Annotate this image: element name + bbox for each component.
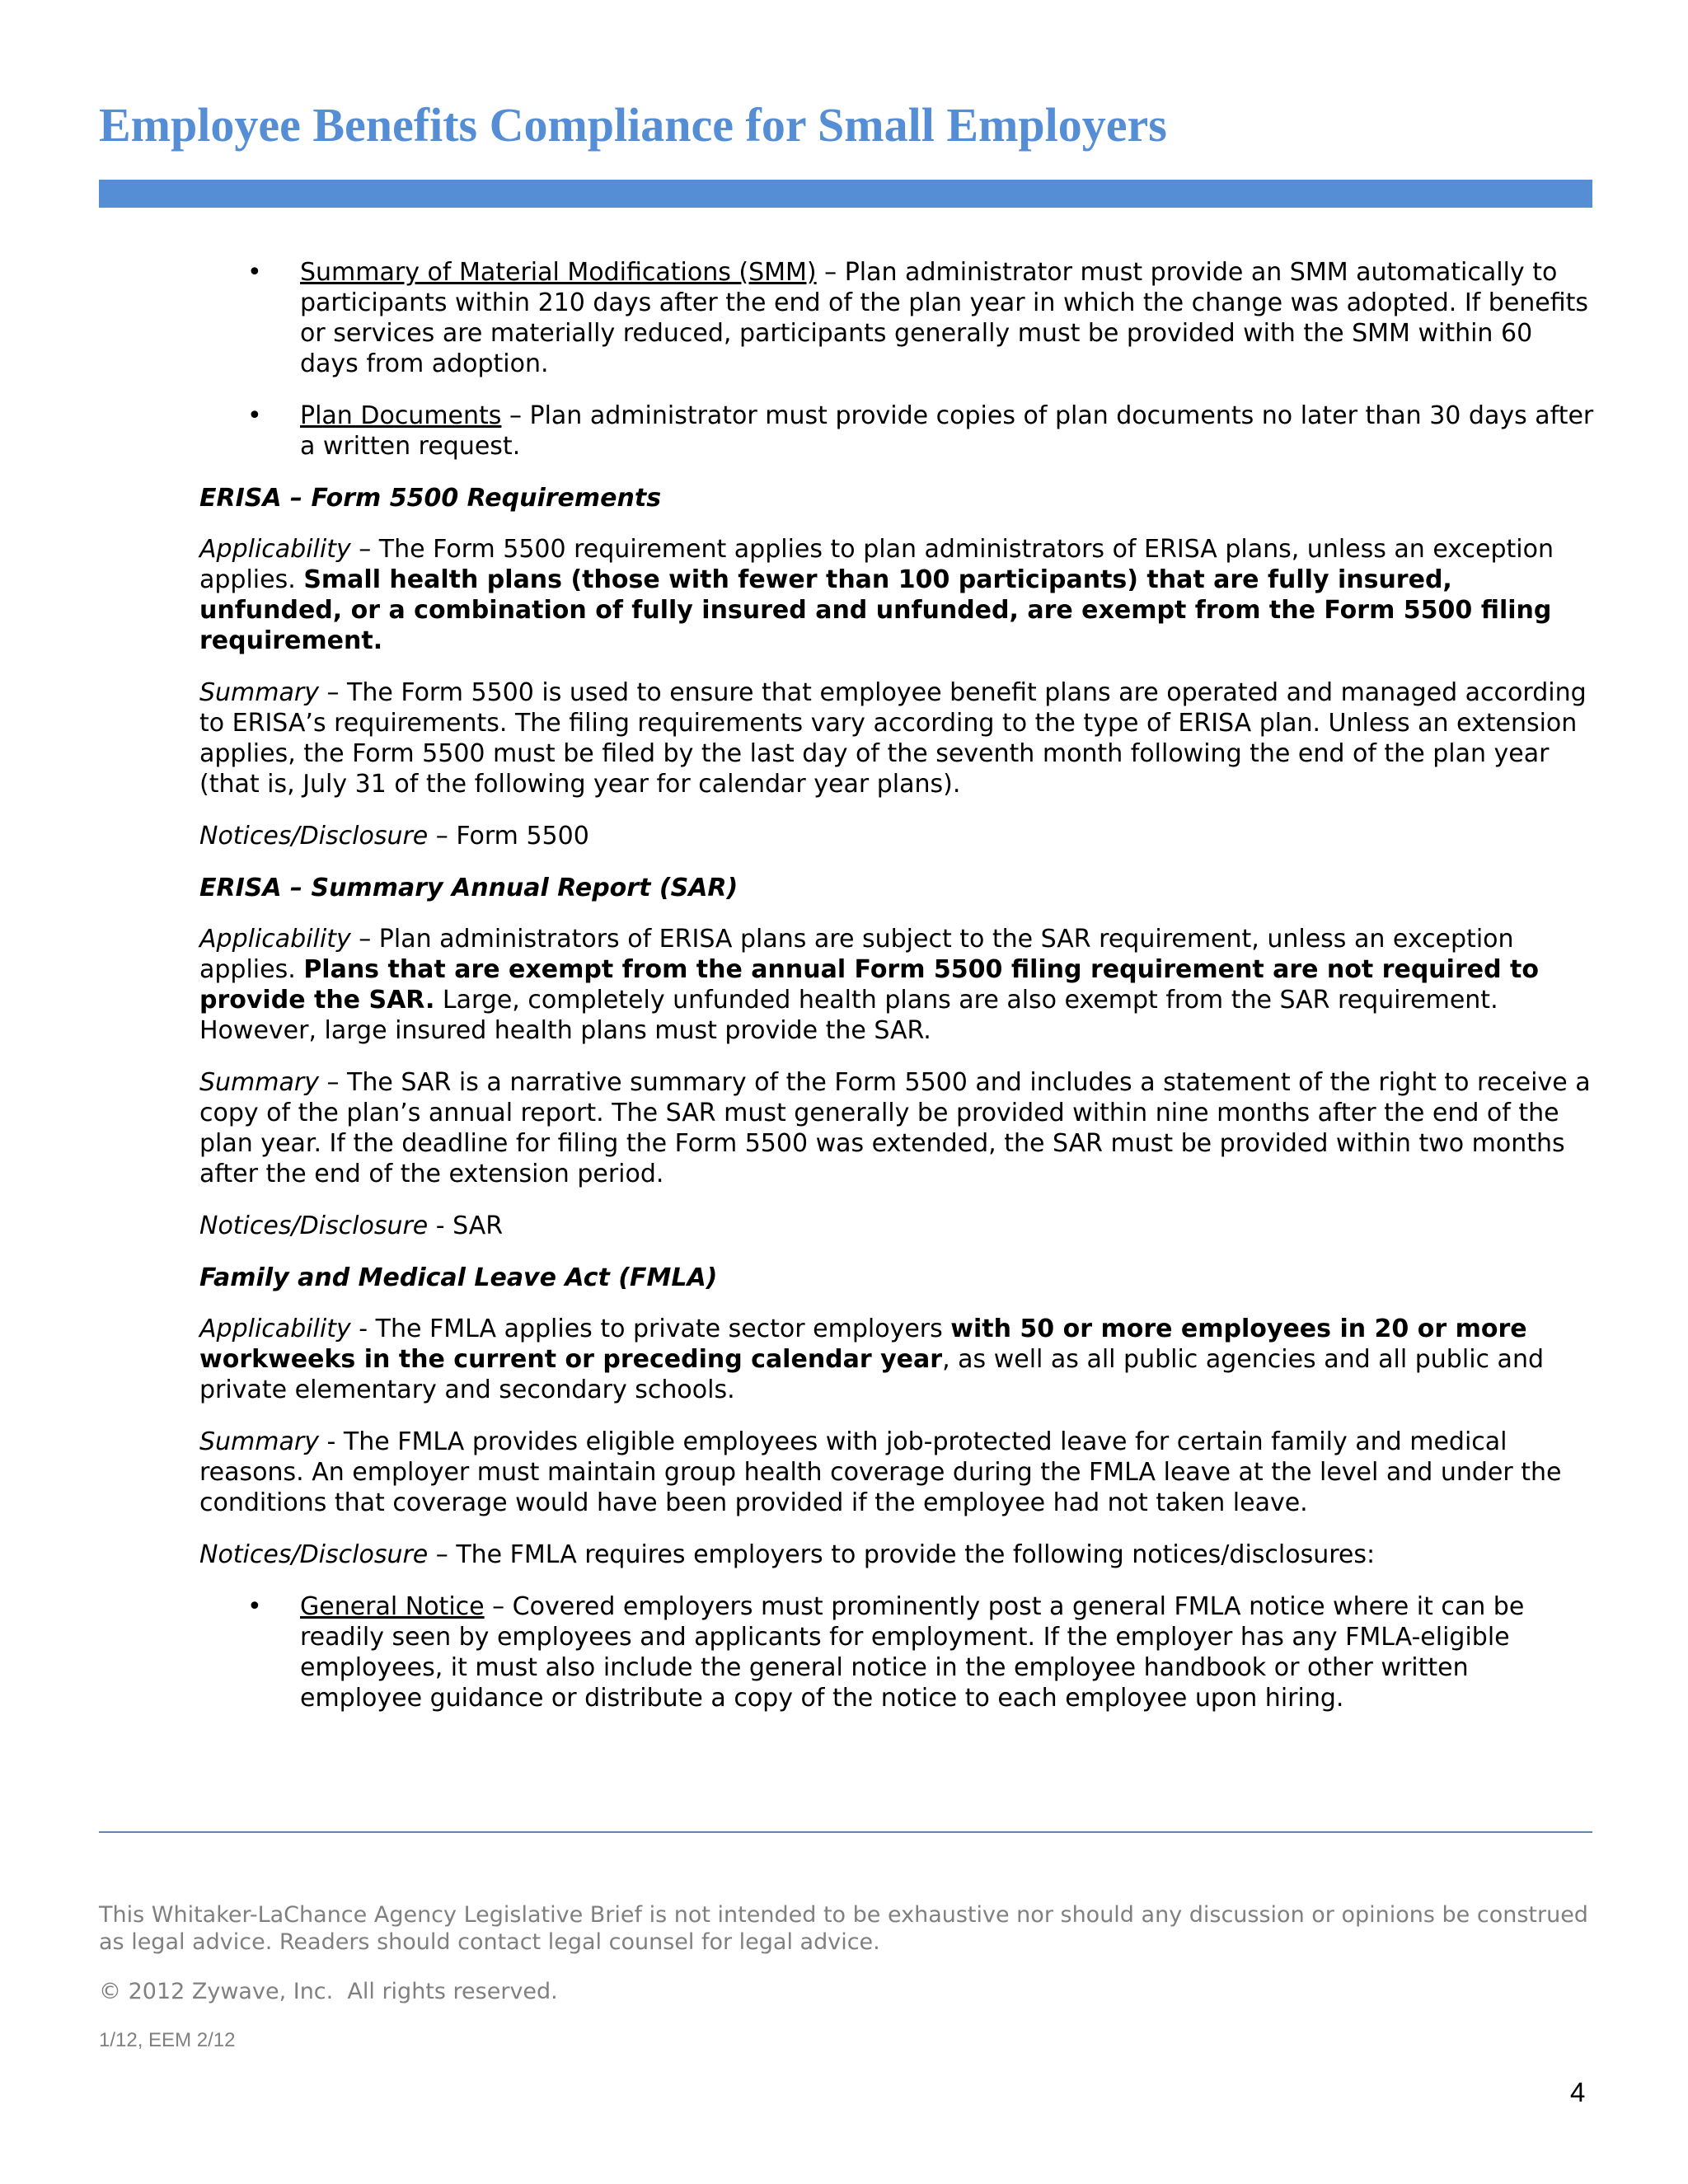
form-5500-summary	[199, 677, 1594, 799]
fmla-summary	[199, 1427, 1594, 1518]
sar-notices	[199, 1211, 1594, 1241]
plan-documents-text: – Plan administrator must provide copies of plan documents no later than 30 days after a written request.	[300, 401, 1594, 461]
fmla-applicability	[199, 1314, 1594, 1405]
bullet-icon: •	[247, 258, 262, 287]
page-title: Employee Benefits Compliance for Small Employers	[99, 98, 1167, 152]
sar-applicability	[199, 924, 1594, 1046]
applicability-label: Applicability	[199, 925, 351, 954]
applicability-text: – The Form 5500 requirement applies to plan administrators of ERISA plans, unless an exception applies.	[199, 535, 1554, 594]
bullet-icon: •	[247, 401, 262, 430]
footer-document-code: 1/12, EEM 2/12	[99, 2029, 236, 2051]
footer-disclaimer: This Whitaker-LaChance Agency Legislative Brief is not intended to be exhaustive nor should any discussion or opinions be construed as legal advice. Readers should contact legal counsel for legal advice.	[99, 1902, 1588, 1955]
page-number: 4	[1570, 2077, 1586, 2107]
applicability-tail: , as well as all public agencies and all public and private elementary and secondary schools.	[199, 1345, 1544, 1404]
applicability-tail: Large, completely unfunded health plans are also exempt from the SAR requirement. However, large insured health plans must provide the SAR.	[199, 986, 1498, 1045]
list-item-general-notice	[199, 1591, 1594, 1713]
smm-text: – Plan administrator must provide an SMM automatically to participants within 210 days after the end of the plan year in which the change was adopted. If benefits or services are materially reduced, participants generally must be provided with the SMM within 60 days from adoption.	[300, 258, 1589, 378]
footer-copyright: © 2012 Zywave, Inc. All rights reserved.	[99, 1979, 558, 2004]
form-5500-notices	[199, 821, 1594, 851]
summary-label: Summary	[199, 678, 319, 707]
list-item-smm	[199, 257, 1594, 379]
summary-label: Summary	[199, 1427, 319, 1456]
applicability-bold: Plans that are exempt from the annual Form 5500 filing requirement are not required to provide the SAR.	[199, 955, 1539, 1015]
section-heading-sar: ERISA – Summary Annual Report (SAR)	[199, 874, 738, 902]
list-item-plan-documents	[199, 401, 1594, 462]
applicability-label: Applicability	[199, 1315, 351, 1343]
notices-label: Notices/Disclosure	[199, 822, 429, 851]
section-heading-fmla: Family and Medical Leave Act (FMLA)	[199, 1263, 718, 1292]
notices-text: – Form 5500	[428, 822, 589, 851]
notices-text: – The FMLA requires employers to provide the following notices/disclosures:	[428, 1540, 1376, 1569]
summary-text: - The FMLA provides eligible employees with job-protected leave for certain family and medical reasons. An employer must maintain group health coverage during the FMLA leave at the level and under the conditions that coverage would have been provided if the employee had not taken leave.	[199, 1427, 1562, 1517]
summary-text: – The Form 5500 is used to ensure that employee benefit plans are operated and managed according to ERISA’s requirements. The filing requirements vary according to the type of ERISA plan. Unless an extension applies, the Form 5500 must be filed by the last day of the seventh month following the end of the plan year (that is, July 31 of the following year for calendar year plans).	[199, 678, 1587, 799]
notices-label: Notices/Disclosure	[199, 1212, 429, 1240]
notices-text: - SAR	[428, 1212, 504, 1240]
applicability-text: - The FMLA applies to private sector employers	[350, 1315, 951, 1343]
smm-term: Summary of Material Modifications (SMM)	[300, 258, 817, 287]
fmla-notices	[199, 1540, 1594, 1570]
notices-label: Notices/Disclosure	[199, 1540, 429, 1569]
footer-divider	[99, 1831, 1592, 1833]
title-bar	[99, 180, 1592, 208]
sar-summary	[199, 1067, 1594, 1189]
applicability-text: – Plan administrators of ERISA plans are subject to the SAR requirement, unless an exception applies.	[199, 925, 1514, 984]
applicability-label: Applicability	[199, 535, 351, 564]
bullet-icon: •	[247, 1592, 262, 1621]
summary-label: Summary	[199, 1068, 319, 1097]
plan-documents-term: Plan Documents	[300, 401, 502, 430]
applicability-bold: Small health plans (those with fewer than 100 participants) that are fully insured, unfunded, or a combination of fully insured and unfunded, are exempt from the Form 5500 filing requirement.	[199, 565, 1552, 655]
general-notice-text: – Covered employers must prominently post a general FMLA notice where it can be readily seen by employees and applicants for employment. If the employer has any FMLA-eligible employees, it must also include the general notice in the employee handbook or other written employee guidance or distribute a copy of the notice to each employee upon hiring.	[300, 1592, 1525, 1713]
document-body	[199, 257, 1594, 1735]
section-heading-form-5500: ERISA – Form 5500 Requirements	[199, 484, 662, 513]
applicability-bold: with 50 or more employees in 20 or more workweeks in the current or preceding calendar year	[199, 1315, 1527, 1374]
general-notice-term: General Notice	[300, 1592, 485, 1621]
form-5500-applicability	[199, 534, 1594, 656]
summary-text: – The SAR is a narrative summary of the Form 5500 and includes a statement of the right to receive a copy of the plan’s annual report. The SAR must generally be provided within nine months after the end of the plan year. If the deadline for filing the Form 5500 was extended, the SAR must be provided within two months after the end of the extension period.	[199, 1068, 1591, 1188]
